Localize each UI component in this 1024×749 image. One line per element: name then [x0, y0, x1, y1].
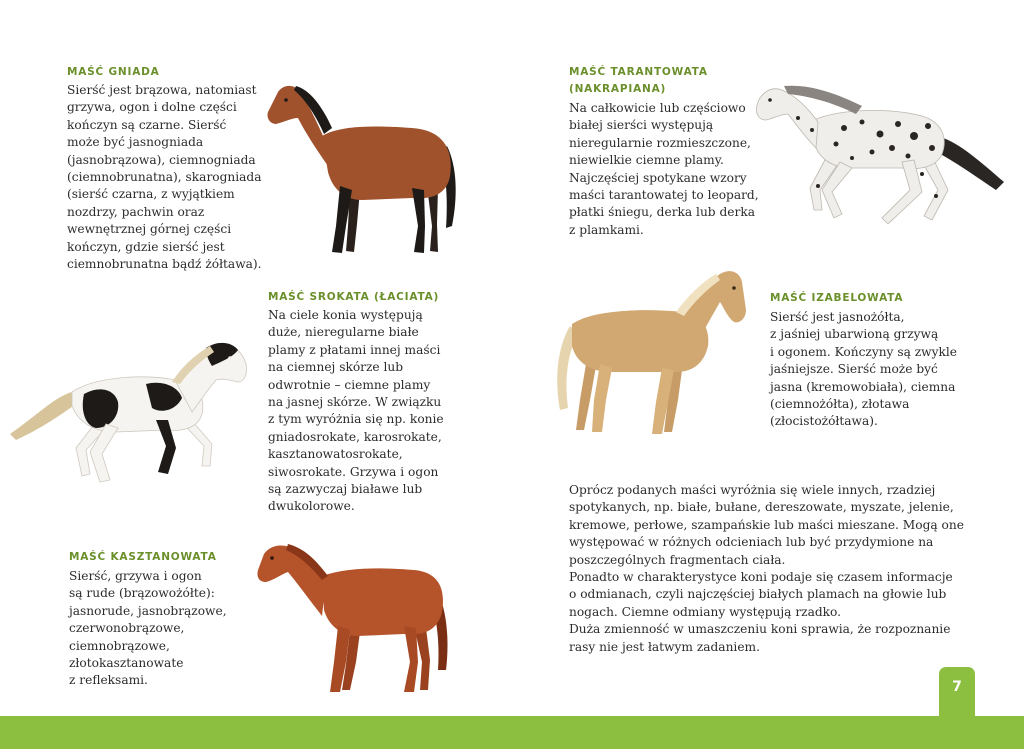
page-number: 7 [952, 679, 962, 695]
bay-horse-image [262, 76, 462, 262]
text-izabelowata: Sierść jest jasnożółta, z jaśniej ubarwioną grzywą i ogonem. Kończyny są zwykle jaśniejsze. Sierść może być jasna (kremowobiała), ciemna (ciemnożółta), złotawa (złocistożółtawa). [770, 310, 957, 429]
pinto-horse-image [6, 336, 251, 486]
appaloosa-horse-image [752, 78, 1010, 238]
heading-tarantowata: MAŚĆ TARANTOWATA [569, 66, 708, 78]
heading-kasztanowata: MAŚĆ KASZTANOWATA [69, 551, 217, 563]
summary-text: Oprócz podanych maści wyróżnia się wiele innych, rzadziej spotykanych, np. białe, bułane, dereszowate, myszate, jelenie, kremowe, perłowe, szampańskie lub maści mieszane. Mogą one występować w różnych odcieniach lub być przydymione na poszczególnych fragmentach ciała. Ponadto w charakterystyce koni podaje się czasem informacje o odmianach, czyli najczęściej białych plamach na głowie lub nogach. Ciemne odmiany występują rzadko. Duża zmienność w umaszczeniu koni sprawia, że rozpoznanie rasy nie jest łatwym zadaniem. [569, 483, 964, 654]
heading-tarantowata-sub: (NAKRAPIANA) [569, 83, 667, 95]
text-gniada: Sierść jest brązowa, natomiast grzywa, ogon i dolne części kończyn są czarne. Sierść może być jasnogniada (jasnobrązowa), ciemnogniada (ciemnobrunatna), skarogniada (sierść czarna, z wyjątkiem nozdrzy, pachwin oraz wewnętrznej górnej części kończyn, gdzie sierść jest ciemnobrunatna bądź żółtawa). [67, 83, 262, 272]
text-tarantowata: Na całkowicie lub częściowo białej sierści występują nieregularnie rozmieszczone, niewielkie ciemne plamy. Najczęściej spotykane wzory maści tarantowatej to leopard, płatki śniegu, derka lub derka z plamkami. [569, 101, 759, 237]
palomino-horse-image [552, 268, 748, 440]
chestnut-horse-image [254, 540, 454, 696]
text-kasztanowata: Sierść, grzywa i ogon są rude (brązowożółte): jasnorude, jasnobrązowe, czerwonobrązowe, ciemnobrązowe, złotokasztanowate z refleksami. [69, 569, 227, 688]
footer-bar [0, 716, 1024, 749]
heading-gniada: MAŚĆ GNIADA [67, 66, 160, 78]
heading-izabelowata: MAŚĆ IZABELOWATA [770, 292, 904, 304]
text-srokata: Na ciele konia występują duże, nieregularne białe plamy z płatami innej maści na ciemnej skórze lub odwrotnie – ciemne plamy na jasnej skórze. W związku z tym wyróżnia się np. konie gniadosrokate, karosrokate, kasztanowatosrokate, siwosrokate. Grzywa i ogon są zazwyczaj białawe lub dwukolorowe. [268, 308, 444, 514]
heading-srokata: MAŚĆ SROKATA (ŁACIATA) [268, 291, 440, 303]
